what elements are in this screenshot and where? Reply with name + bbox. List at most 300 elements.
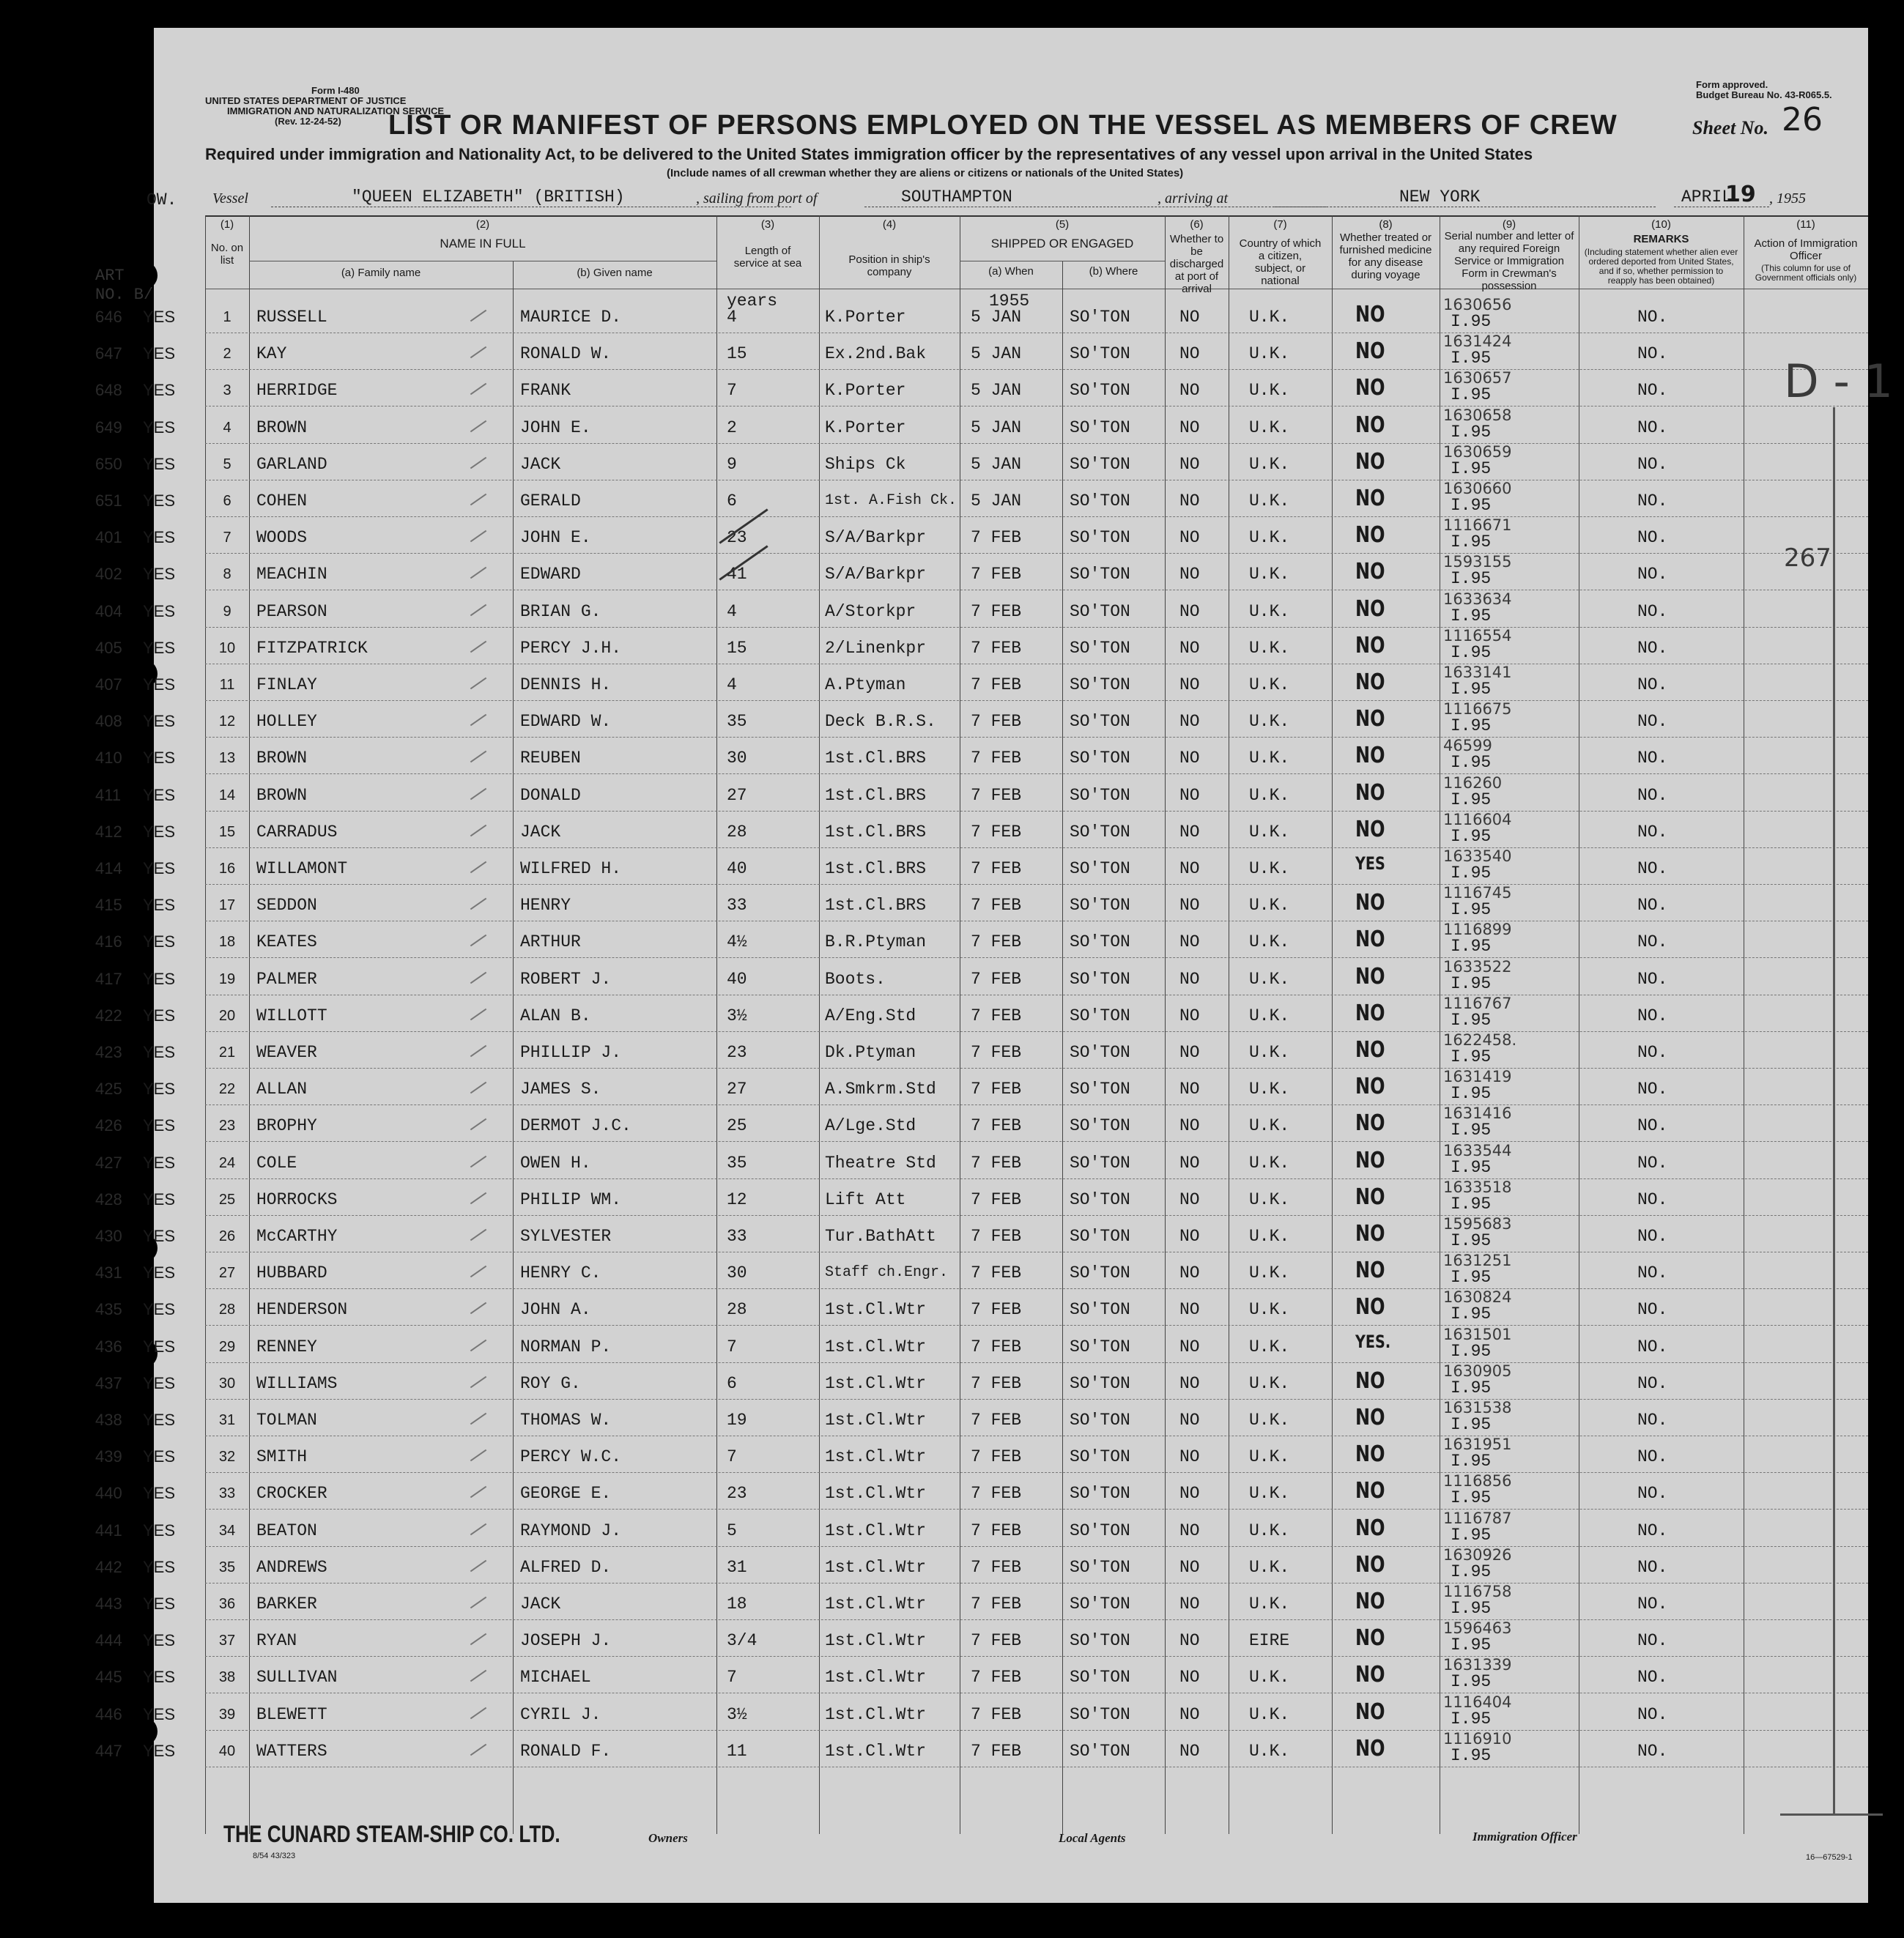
art-number: 436: [95, 1337, 122, 1356]
given-name: JAMES S.: [520, 1080, 601, 1099]
remarks: NO.: [1637, 491, 1668, 511]
remarks: NO.: [1637, 381, 1668, 401]
medical-treated: NO: [1355, 1147, 1385, 1173]
col5a-header: (a) When: [988, 265, 1034, 278]
shipped-when: 7 FEB: [971, 1153, 1022, 1173]
row-number: 35: [218, 1559, 236, 1575]
medical-treated: NO: [1355, 522, 1385, 549]
country: U.K.: [1249, 491, 1290, 511]
art-number: 647: [95, 344, 122, 363]
medical-treated: NO: [1355, 890, 1385, 916]
given-name: PERCY W.C.: [520, 1447, 622, 1467]
country: U.K.: [1249, 1227, 1290, 1246]
shipped-when: 7 FEB: [971, 1631, 1022, 1651]
art-number: 438: [95, 1411, 122, 1429]
remarks: NO.: [1637, 749, 1668, 768]
shipped-when: 7 FEB: [971, 1227, 1022, 1246]
serial-number: 1633634: [1443, 590, 1512, 608]
art-number: 407: [95, 675, 122, 694]
shipped-where: SO'TON: [1070, 822, 1130, 842]
shipped-when: 7 FEB: [971, 1300, 1022, 1320]
row-number: 37: [218, 1633, 236, 1649]
yes-mark: YES: [143, 417, 176, 437]
form-type: I.95: [1451, 1562, 1492, 1581]
discharged: NO: [1179, 1447, 1200, 1467]
position: 1st.Cl.Wtr: [825, 1594, 927, 1614]
sailing-port: SOUTHAMPTON: [864, 188, 1326, 207]
manifest-title: LIST OR MANIFEST OF PERSONS EMPLOYED ON THE VESSEL AS MEMBERS OF CREW: [388, 110, 1618, 141]
art-number: 404: [95, 601, 122, 620]
country: U.K.: [1249, 1447, 1290, 1467]
serial-number: 1116554: [1443, 626, 1512, 645]
form-type: I.95: [1451, 1121, 1492, 1140]
col5-header: SHIPPED OR ENGAGED: [990, 237, 1134, 250]
remarks: NO.: [1637, 1594, 1668, 1614]
revision: (Rev. 12-24-52): [275, 116, 341, 127]
yes-mark: YES: [143, 491, 176, 510]
position: 1st.Cl.Wtr: [825, 1704, 927, 1724]
service-length: 33: [727, 1227, 747, 1246]
shipped-where: SO'TON: [1070, 344, 1130, 364]
serial-number: 1633141: [1443, 664, 1512, 681]
remarks: NO.: [1637, 1411, 1668, 1430]
discharged: NO: [1179, 822, 1200, 842]
given-name: JOSEPH J.: [520, 1631, 612, 1651]
shipped-where: SO'TON: [1070, 1484, 1130, 1504]
remarks: NO.: [1637, 675, 1668, 694]
position: 1st.Cl.Wtr: [825, 1668, 927, 1688]
position: Ships Ck: [825, 454, 906, 474]
serial-number: 1595683: [1443, 1215, 1512, 1233]
art-number: 412: [95, 822, 122, 841]
shipped-where: SO'TON: [1070, 785, 1130, 805]
medical-treated: NO: [1355, 338, 1385, 365]
country: U.K.: [1249, 859, 1290, 878]
serial-number: 1631416: [1443, 1104, 1512, 1123]
form-type: I.95: [1451, 790, 1492, 809]
country: U.K.: [1249, 1189, 1290, 1209]
shipped-when: 5 JAN: [971, 491, 1022, 511]
given-name: ALFRED D.: [520, 1557, 612, 1577]
col9-header: Serial number and letter of any required Foreign Service or Immigration Form in Crewman's possession: [1444, 230, 1574, 292]
given-name: ARTHUR: [520, 932, 581, 952]
service-length: 6: [727, 1373, 737, 1393]
art-number: 445: [95, 1668, 122, 1687]
form-type: I.95: [1451, 1745, 1492, 1765]
shipped-when: 7 FEB: [971, 1080, 1022, 1099]
service-length: 4½: [727, 932, 747, 952]
row-number: 30: [218, 1375, 236, 1392]
shipped-where: SO'TON: [1070, 638, 1130, 658]
service-length: 3½: [727, 1704, 747, 1724]
remarks: NO.: [1637, 1227, 1668, 1246]
shipped-where: SO'TON: [1070, 1411, 1130, 1430]
shipped-when: 5 JAN: [971, 381, 1022, 401]
medical-treated: NO: [1355, 1037, 1385, 1063]
position: A/Eng.Std: [825, 1006, 916, 1025]
shipped-where: SO'TON: [1070, 1263, 1130, 1283]
art-number: 430: [95, 1227, 122, 1245]
col10-number: (10): [1651, 218, 1671, 231]
service-length: 19: [727, 1411, 747, 1430]
remarks: NO.: [1637, 712, 1668, 732]
yes-mark: YES: [143, 1521, 176, 1540]
shipped-when: 7 FEB: [971, 1189, 1022, 1209]
shipped-where: SO'TON: [1070, 1557, 1130, 1577]
serial-number: 1116856: [1443, 1472, 1512, 1490]
form-type: I.95: [1451, 569, 1492, 589]
form-type: I.95: [1451, 900, 1492, 920]
country: U.K.: [1249, 1668, 1290, 1688]
yes-mark: YES: [143, 675, 176, 694]
yes-mark: YES: [143, 1006, 176, 1025]
shipped-when: 5 JAN: [971, 417, 1022, 437]
family-name: PEARSON: [256, 601, 327, 621]
row-number: 12: [218, 713, 236, 730]
serial-number: 1116767: [1443, 994, 1512, 1012]
form-type: I.95: [1451, 606, 1492, 625]
family-name: WEAVER: [256, 1043, 317, 1062]
position: A.Smkrm.Std: [825, 1080, 936, 1099]
discharged: NO: [1179, 712, 1200, 732]
discharged: NO: [1179, 1153, 1200, 1173]
medical-treated: NO: [1355, 632, 1385, 658]
remarks: NO.: [1637, 1153, 1668, 1173]
family-name: SMITH: [256, 1447, 308, 1467]
remarks: NO.: [1637, 1484, 1668, 1504]
serial-number: 1593155: [1443, 553, 1512, 571]
given-name: ROBERT J.: [520, 969, 612, 989]
given-name: EDWARD W.: [520, 712, 612, 732]
position: 1st.Cl.Wtr: [825, 1521, 927, 1540]
shipped-where: SO'TON: [1070, 1153, 1130, 1173]
form-type: I.95: [1451, 937, 1492, 957]
remarks: NO.: [1637, 1373, 1668, 1393]
art-number: 408: [95, 712, 122, 731]
yes-mark: YES: [143, 1484, 176, 1503]
form-type: I.95: [1451, 1047, 1492, 1066]
service-length: 31: [727, 1557, 747, 1577]
form-type: I.95: [1451, 1709, 1492, 1729]
position: Theatre Std: [825, 1153, 936, 1173]
col10-header: (Including statement whether alien ever ordered deported from United States, and if so, whether permission to reapply has been obtained): [1584, 247, 1738, 286]
yes-mark: YES: [143, 1043, 176, 1061]
officer-mark: D - 1: [1784, 354, 1893, 408]
country: U.K.: [1249, 381, 1290, 401]
row-number: 28: [218, 1302, 236, 1318]
country: U.K.: [1249, 1300, 1290, 1320]
discharged: NO: [1179, 1116, 1200, 1136]
family-name: WILLIAMS: [256, 1373, 338, 1393]
service-length: 6: [727, 491, 737, 511]
family-name: BROWN: [256, 749, 308, 768]
shipped-when: 7 FEB: [971, 969, 1022, 989]
shipped-when: 7 FEB: [971, 896, 1022, 916]
col2a-header: (a) Family name: [341, 267, 421, 279]
row-number: 39: [218, 1706, 236, 1723]
form-type: I.95: [1451, 458, 1492, 478]
service-length: 11: [727, 1741, 747, 1761]
given-name: SYLVESTER: [520, 1227, 612, 1246]
discharged: NO: [1179, 675, 1200, 694]
medical-treated: NO: [1355, 927, 1385, 953]
art-number: 651: [95, 491, 122, 510]
art-number: 411: [95, 785, 122, 804]
given-name: REUBEN: [520, 749, 581, 768]
discharged: NO: [1179, 1337, 1200, 1356]
col10-title: REMARKS: [1633, 233, 1689, 245]
shipped-when: 5 JAN: [971, 454, 1022, 474]
given-name: FRANK: [520, 381, 571, 401]
country: U.K.: [1249, 932, 1290, 952]
service-length: 3/4: [727, 1631, 757, 1651]
yes-mark: YES: [143, 1300, 176, 1319]
family-name: McCARTHY: [256, 1227, 338, 1246]
shipped-where: SO'TON: [1070, 1741, 1130, 1761]
family-name: BROPHY: [256, 1116, 317, 1136]
form-type: I.95: [1451, 312, 1492, 331]
position: B.R.Ptyman: [825, 932, 927, 952]
discharged: NO: [1179, 638, 1200, 658]
country: U.K.: [1249, 1373, 1290, 1393]
row-number: 5: [223, 456, 231, 472]
row-number: 26: [218, 1228, 236, 1244]
shipped-where: SO'TON: [1070, 1300, 1130, 1320]
serial-number: 1630657: [1443, 369, 1512, 387]
yes-mark: YES: [143, 528, 176, 547]
row-number: 29: [218, 1338, 236, 1355]
medical-treated: NO: [1355, 1698, 1385, 1725]
country: U.K.: [1249, 749, 1290, 768]
row-number: 19: [218, 970, 236, 987]
shipped-when: 7 FEB: [971, 1557, 1022, 1577]
family-name: TOLMAN: [256, 1411, 317, 1430]
shipped-where: SO'TON: [1070, 491, 1130, 511]
service-length: 4: [727, 308, 737, 327]
shipped-when: 7 FEB: [971, 1447, 1022, 1467]
art-number: 427: [95, 1153, 122, 1172]
row-number: 9: [223, 603, 231, 620]
discharged: NO: [1179, 1594, 1200, 1614]
yes-mark: YES: [143, 1411, 176, 1429]
remarks: NO.: [1637, 565, 1668, 584]
family-name: HORROCKS: [256, 1189, 338, 1209]
service-length: 33: [727, 896, 747, 916]
shipped-when: 7 FEB: [971, 565, 1022, 584]
service-length: 25: [727, 1116, 747, 1136]
art-number-header: ART NO. B/: [95, 267, 154, 304]
art-number: 405: [95, 638, 122, 657]
serial-number: 1116758: [1443, 1583, 1512, 1600]
company-stamp: THE CUNARD STEAM-SHIP CO. LTD.: [223, 1821, 560, 1847]
serial-number: 1630824: [1443, 1288, 1512, 1307]
remarks: NO.: [1637, 1263, 1668, 1283]
department: UNITED STATES DEPARTMENT OF JUSTICE: [205, 95, 407, 106]
given-name: BRIAN G.: [520, 601, 601, 621]
position: 1st.Cl.BRS: [825, 785, 927, 805]
service-length: 35: [727, 712, 747, 732]
service-length: 4: [727, 675, 737, 694]
discharged: NO: [1179, 1704, 1200, 1724]
country: U.K.: [1249, 308, 1290, 327]
position: 1st.Cl.BRS: [825, 822, 927, 842]
shipped-when: 7 FEB: [971, 932, 1022, 952]
family-name: MEACHIN: [256, 565, 327, 584]
serial-number: 1116910: [1443, 1729, 1512, 1748]
col7-number: (7): [1273, 218, 1287, 231]
shipped-when: 7 FEB: [971, 1263, 1022, 1283]
country: U.K.: [1249, 1557, 1290, 1577]
medical-treated: NO: [1355, 1441, 1385, 1468]
shipped-where: SO'TON: [1070, 1704, 1130, 1724]
form-type: I.95: [1451, 826, 1492, 846]
service-length: 7: [727, 1337, 737, 1356]
row-number: 17: [218, 897, 236, 914]
row-number: 36: [218, 1596, 236, 1612]
given-name: EDWARD: [520, 565, 581, 584]
service-length: 23: [727, 1043, 747, 1062]
shipped-where: SO'TON: [1070, 1668, 1130, 1688]
given-name: HENRY C.: [520, 1263, 601, 1283]
family-name: CARRADUS: [256, 822, 338, 842]
family-name: FITZPATRICK: [256, 638, 368, 658]
serial-number: 1116675: [1443, 700, 1512, 719]
given-name: DONALD: [520, 785, 581, 805]
family-name: HERRIDGE: [256, 381, 338, 401]
serial-number: 1630905: [1443, 1362, 1512, 1380]
form-type: I.95: [1451, 349, 1492, 368]
country: U.K.: [1249, 1116, 1290, 1136]
remarks: NO.: [1637, 528, 1668, 548]
given-name: JOHN A.: [520, 1300, 591, 1320]
remarks: NO.: [1637, 969, 1668, 989]
given-name: DENNIS H.: [520, 675, 612, 694]
art-number: 442: [95, 1557, 122, 1576]
country: U.K.: [1249, 675, 1290, 694]
position: 1st.Cl.BRS: [825, 859, 927, 878]
form-type: I.95: [1451, 532, 1492, 552]
row-number: 23: [218, 1118, 236, 1135]
art-number: 646: [95, 308, 122, 326]
art-number: 435: [95, 1300, 122, 1319]
shipped-where: SO'TON: [1070, 1337, 1130, 1356]
given-name: RAYMOND J.: [520, 1521, 622, 1540]
discharged: NO: [1179, 1521, 1200, 1540]
serial-number: 1633522: [1443, 957, 1512, 976]
serial-number: 1631251: [1443, 1252, 1512, 1270]
yes-mark: YES: [143, 1116, 176, 1135]
yes-mark: YES: [143, 822, 176, 841]
family-name: KAY: [256, 344, 287, 364]
shipped-when: 7 FEB: [971, 749, 1022, 768]
shipped-where: SO'TON: [1070, 859, 1130, 878]
remarks: NO.: [1637, 859, 1668, 878]
art-number: 447: [95, 1741, 122, 1760]
sailing-label: , sailing from port of: [696, 190, 818, 207]
discharged: NO: [1179, 1263, 1200, 1283]
form-type: I.95: [1451, 1672, 1492, 1692]
medical-treated: NO: [1355, 1625, 1385, 1652]
yes-mark: YES: [143, 1557, 176, 1576]
yes-mark: YES: [143, 1227, 176, 1245]
row-number: 6: [223, 493, 231, 509]
form-type: I.95: [1451, 496, 1492, 515]
discharged: NO: [1179, 1741, 1200, 1761]
position: 1st.Cl.Wtr: [825, 1631, 927, 1651]
family-name: SULLIVAN: [256, 1668, 338, 1688]
yes-mark: YES: [143, 932, 176, 951]
row-number: 14: [218, 787, 236, 803]
position: A/Storkpr: [825, 601, 916, 621]
remarks: NO.: [1637, 785, 1668, 805]
art-number: 415: [95, 896, 122, 915]
serial-number: 1630656: [1443, 296, 1512, 313]
service: IMMIGRATION AND NATURALIZATION SERVICE: [227, 105, 445, 116]
serial-number: 1633540: [1443, 847, 1512, 865]
art-number: 410: [95, 749, 122, 768]
col2-header: NAME IN FULL: [440, 237, 526, 250]
discharged: NO: [1179, 454, 1200, 474]
yes-mark: YES: [143, 785, 176, 804]
discharged: NO: [1179, 859, 1200, 878]
shipped-where: SO'TON: [1070, 1631, 1130, 1651]
col11-header: Action of Immigration Officer: [1754, 237, 1858, 262]
serial-number: 116260: [1443, 773, 1503, 792]
position: 1st.Cl.Wtr: [825, 1337, 927, 1356]
given-name: NORMAN P.: [520, 1337, 612, 1356]
family-name: RYAN: [256, 1631, 297, 1651]
remarks: NO.: [1637, 1080, 1668, 1099]
discharged: NO: [1179, 1631, 1200, 1651]
given-name: MAURICE D.: [520, 308, 622, 327]
discharged: NO: [1179, 1300, 1200, 1320]
col8-number: (8): [1379, 218, 1393, 231]
margin-note: OW.: [147, 190, 177, 209]
col3-number: (3): [760, 218, 775, 231]
remarks: NO.: [1637, 1189, 1668, 1209]
discharged: NO: [1179, 308, 1200, 327]
service-length: 4: [727, 601, 737, 621]
form-type: I.95: [1451, 1084, 1492, 1104]
service-length: 30: [727, 749, 747, 768]
medical-treated: NO: [1355, 1405, 1385, 1430]
manifest-sheet: [95, 28, 1893, 1903]
discharged: NO: [1179, 1227, 1200, 1246]
yes-mark: YES: [143, 1447, 176, 1466]
position: K.Porter: [825, 417, 906, 437]
discharged: NO: [1179, 1080, 1200, 1099]
yes-mark: YES: [143, 1741, 176, 1760]
family-name: WATTERS: [256, 1741, 327, 1761]
yes-mark: YES: [143, 601, 176, 620]
shipped-when: 7 FEB: [971, 1741, 1022, 1761]
medical-treated: YES: [1355, 853, 1385, 874]
medical-treated: NO: [1355, 486, 1385, 511]
given-name: ALAN B.: [520, 1006, 591, 1025]
shipped-when: 5 JAN: [971, 344, 1022, 364]
col6-header: Whether to be discharged at port of arrival: [1169, 233, 1224, 295]
art-number: 437: [95, 1373, 122, 1392]
family-name: WILLAMONT: [256, 859, 348, 878]
shipped-when: 7 FEB: [971, 785, 1022, 805]
yes-mark: YES: [143, 1668, 176, 1687]
shipped-where: SO'TON: [1070, 1594, 1130, 1614]
discharged: NO: [1179, 491, 1200, 511]
country: U.K.: [1249, 1521, 1290, 1540]
serial-number: 1631501: [1443, 1325, 1512, 1343]
form-type: I.95: [1451, 1378, 1492, 1397]
shipped-where: SO'TON: [1070, 675, 1130, 694]
